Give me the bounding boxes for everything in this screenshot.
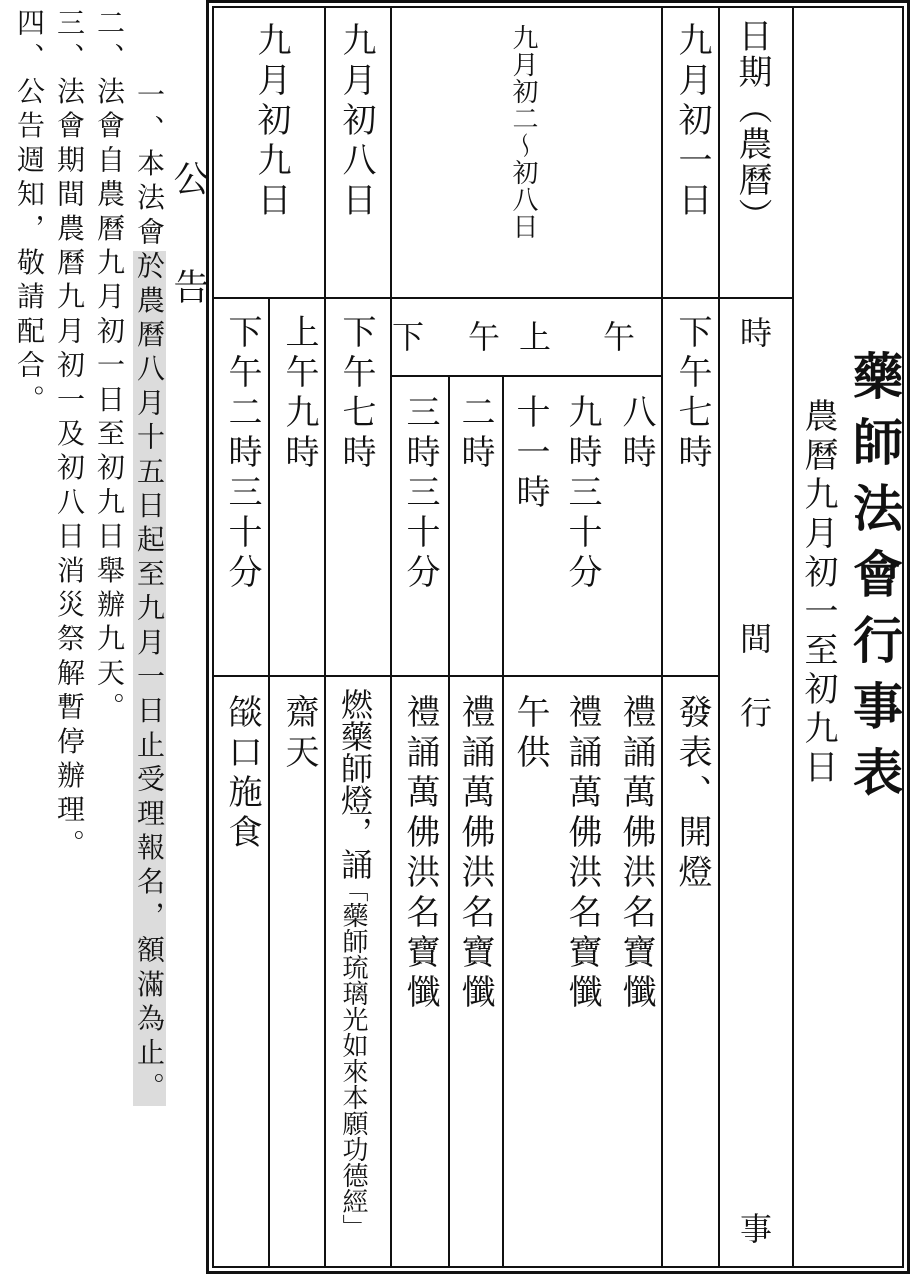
notice-item-1-highlight: 於農曆八月十五日起至九月一日止受理報名，額滿為止。 bbox=[133, 251, 166, 1106]
time-pm1: 二時 bbox=[455, 394, 495, 474]
time-d1: 下午七時 bbox=[672, 314, 712, 474]
header-event-a: 行 bbox=[735, 696, 773, 728]
table-title: 藥師法會行事表 bbox=[845, 350, 904, 812]
event-d8-a: 燃藥師燈，誦 bbox=[336, 688, 374, 880]
event-am3: 午供 bbox=[510, 694, 550, 774]
date-d2: 九月初二～初八日 bbox=[508, 24, 538, 240]
period-pm: 下 午 bbox=[392, 318, 507, 356]
notice-item-3: 三、法會期間農曆九月初一及初八日消災祭解暫停辦理。 bbox=[53, 8, 86, 863]
row-line-period bbox=[390, 375, 662, 377]
col-line-d1 bbox=[661, 6, 663, 1268]
time-pm2: 三時三十分 bbox=[400, 394, 440, 594]
period-am: 上 午 bbox=[518, 318, 645, 356]
col-line-pm-split bbox=[448, 376, 450, 1268]
time-d8: 下午七時 bbox=[336, 314, 376, 474]
notice-item-2: 二、法會自農曆九月初一日至初九日舉辦九天。 bbox=[93, 8, 126, 727]
date-d8: 九月初八日 bbox=[336, 22, 376, 222]
notice-item-1-pre: 一、本法會 bbox=[133, 80, 166, 251]
col-line-d9-split bbox=[268, 298, 270, 1268]
header-date: 日期（農曆） bbox=[732, 18, 772, 234]
time-am2: 九時三十分 bbox=[562, 394, 602, 594]
time-d9b: 下午二時三十分 bbox=[222, 314, 262, 594]
col-line-d2 bbox=[390, 6, 392, 1268]
date-d1: 九月初一日 bbox=[672, 22, 712, 222]
event-am1: 禮誦萬佛洪名寶懺 bbox=[616, 694, 656, 1014]
time-am1: 八時 bbox=[616, 394, 656, 474]
notice-heading: 公 告 bbox=[168, 160, 209, 304]
notice-item-4: 四、公告週知，敬請配合。 bbox=[13, 8, 46, 419]
event-d8-b: 「藥師琉璃光如來本願功德經」 bbox=[338, 876, 368, 1240]
table-subtitle: 農曆九月初一至初九日 bbox=[798, 398, 838, 788]
time-am3: 十一時 bbox=[510, 394, 550, 514]
col-line-header bbox=[718, 6, 720, 1268]
header-time-b: 間 bbox=[735, 622, 773, 654]
col-line-d8 bbox=[324, 6, 326, 1268]
row-line-date bbox=[212, 297, 793, 299]
event-d1: 發表、開燈 bbox=[672, 694, 712, 894]
event-pm2: 禮誦萬佛洪名寶懺 bbox=[400, 694, 440, 1014]
event-am2: 禮誦萬佛洪名寶懺 bbox=[562, 694, 602, 1014]
header-event-b: 事 bbox=[735, 1212, 773, 1244]
date-d9: 九月初九日 bbox=[251, 22, 291, 222]
row-line-time bbox=[212, 675, 720, 677]
col-line-title bbox=[792, 6, 794, 1268]
notice-item-1 bbox=[130, 80, 168, 1106]
col-line-am-split bbox=[502, 376, 504, 1268]
event-pm1: 禮誦萬佛洪名寶懺 bbox=[455, 694, 495, 1014]
event-d9a: 齋天 bbox=[279, 694, 319, 774]
event-d9b: 燄口施食 bbox=[222, 694, 262, 854]
header-time-a: 時 bbox=[735, 316, 773, 348]
time-d9a: 上午九時 bbox=[279, 314, 319, 474]
